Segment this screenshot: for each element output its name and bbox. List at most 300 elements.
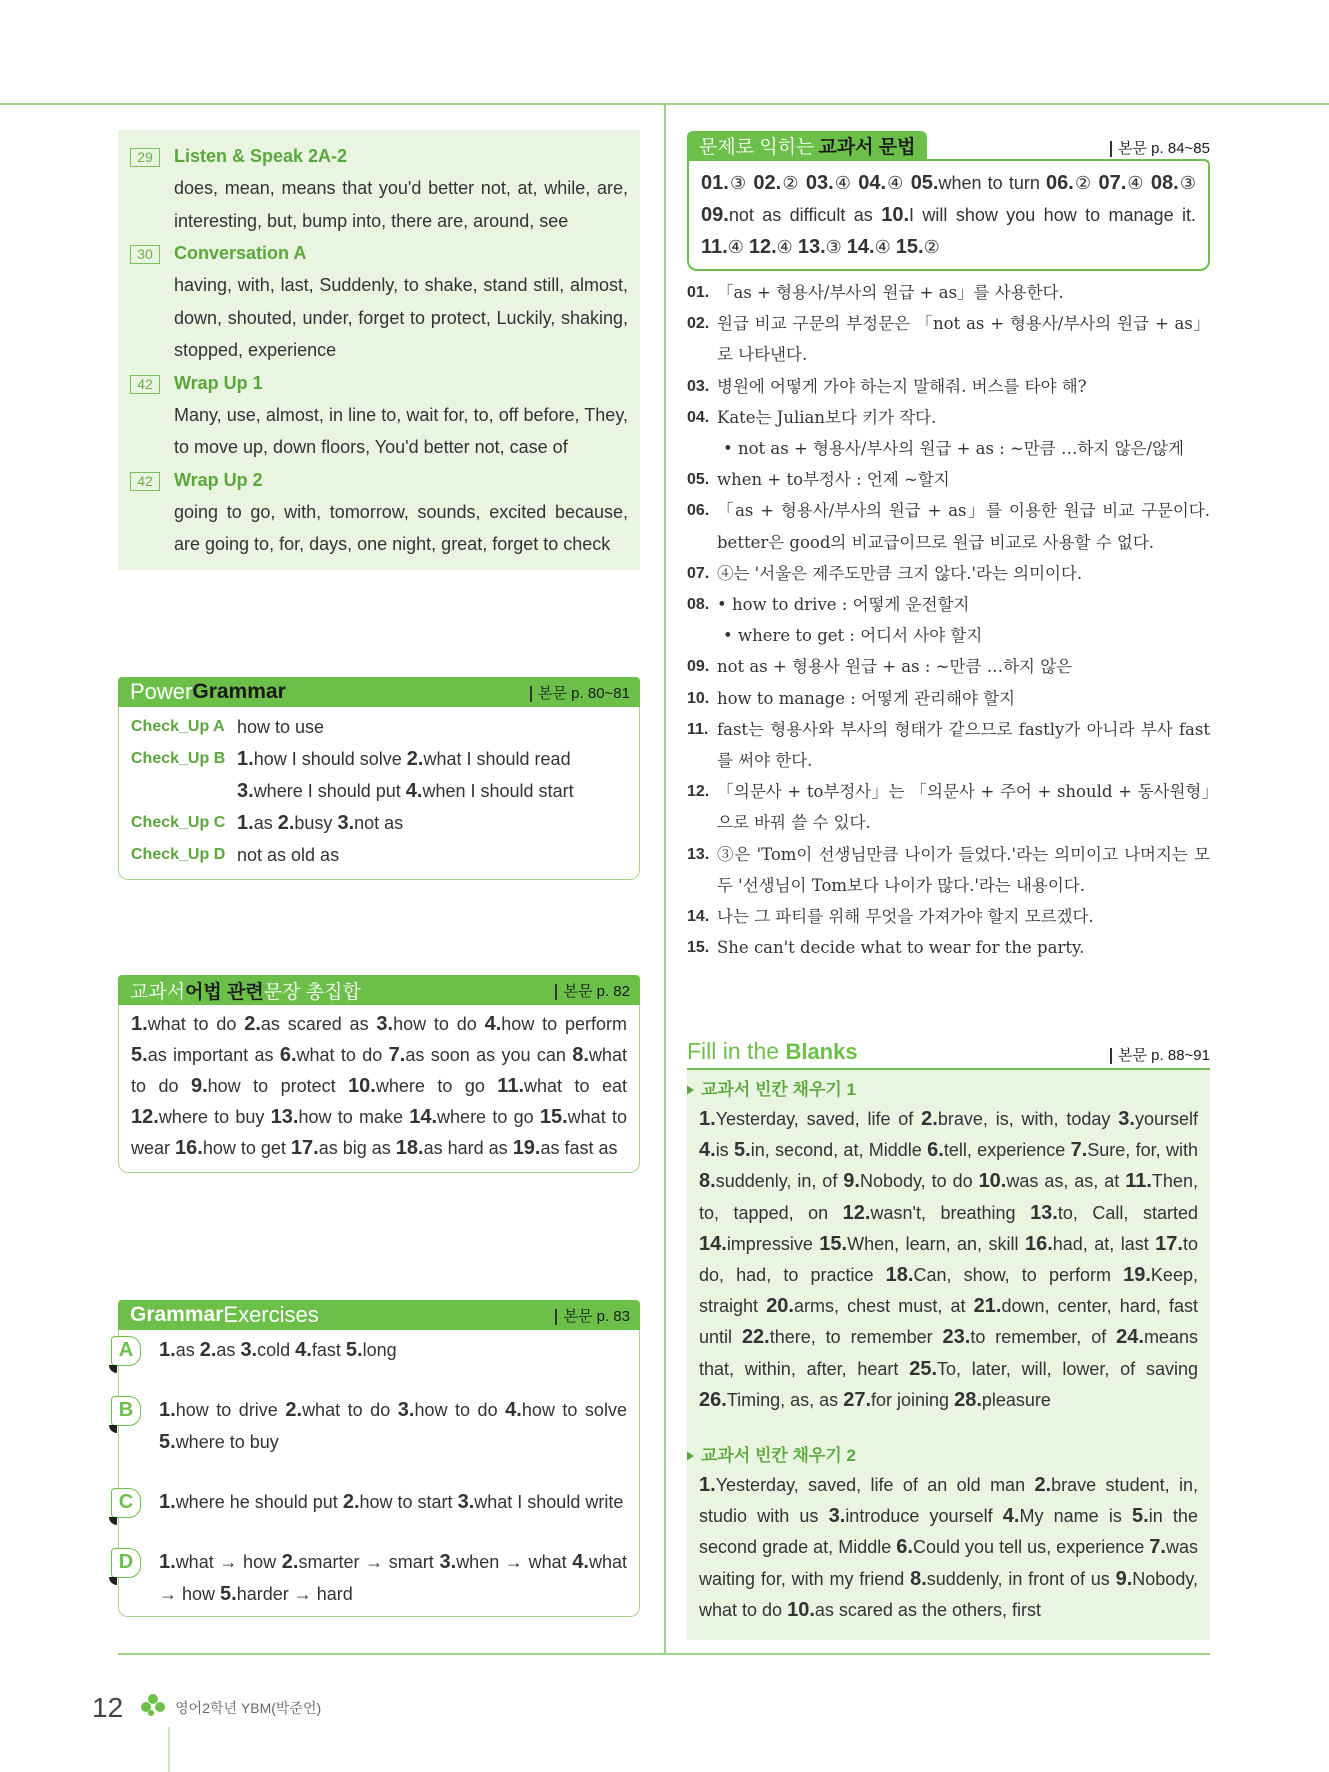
answer-number: 2. — [342, 1491, 360, 1513]
answer-number: 17. — [290, 1137, 319, 1159]
explanation-number — [687, 433, 717, 464]
answer-text: long — [362, 1340, 397, 1360]
explanation-number: 12. — [687, 783, 710, 801]
answer-text: not as old as — [237, 845, 340, 865]
answer-text: there, to remember — [769, 1327, 933, 1348]
answer-text: ④ — [727, 237, 744, 257]
answer-number: 15. — [539, 1106, 568, 1128]
answer-text: what to eat — [524, 1076, 627, 1096]
explanation-row — [687, 839, 1210, 901]
center-divider — [664, 103, 666, 1653]
answer-number: 17. — [1155, 1232, 1183, 1255]
section-answers: going to go, with, tomorrow, sounds, excited because, are going to, for, days, one night, great, forget to check — [174, 501, 628, 554]
answer-number: 13. — [1030, 1201, 1058, 1224]
explanation-text: 나는 그 파티를 위해 무엇을 가져가야 할지 모르겠다. — [717, 907, 1094, 927]
answer-number: 8. — [572, 1044, 589, 1066]
answer-text: introduce yourself — [845, 1506, 993, 1527]
answer-text: what → how — [175, 1552, 277, 1572]
answer-text: how to solve — [521, 1400, 627, 1420]
answer-text: what to wear — [131, 1107, 627, 1158]
answer-text: Sure, for, with — [1087, 1140, 1198, 1161]
answer-text: how to perform — [501, 1014, 627, 1034]
answer-number: 23. — [942, 1326, 971, 1349]
check-up-label: Check_Up C — [131, 814, 226, 831]
answer-text: what to do — [302, 1400, 391, 1420]
answer-text: To, later, will, lower, of saving — [937, 1358, 1198, 1379]
explanation-number: 10. — [687, 689, 710, 707]
answer-number: 02. — [753, 172, 782, 194]
footer-tick — [168, 1727, 170, 1772]
check-up-label — [119, 775, 237, 807]
answer-number: 9. — [843, 1170, 860, 1193]
answer-number: 13. — [270, 1106, 299, 1128]
check-up-answers — [237, 743, 571, 775]
explanation-row — [687, 402, 1210, 433]
answer-number: 18. — [395, 1137, 424, 1159]
answer-number: 3. — [337, 812, 355, 834]
answer-text: what to do — [296, 1045, 383, 1065]
explanation-text: ④는 '서울은 제주도만큼 크지 않다.'라는 의미이다. — [717, 563, 1083, 583]
answer-text: was waiting for, with my friend — [699, 1537, 1198, 1589]
answer-text: not as difficult as — [728, 205, 873, 225]
explanation-number — [687, 620, 717, 651]
explanation-text: 병원에 어떻게 가야 하는지 말해줘. 버스를 타야 해? — [717, 376, 1087, 396]
answer-number: 7. — [1070, 1139, 1088, 1162]
clover-icon — [141, 1694, 165, 1722]
answer-number: 1. — [699, 1474, 716, 1497]
answer-text: as scared as — [260, 1014, 369, 1034]
answer-text: is — [715, 1140, 729, 1161]
power-grammar-page-ref: 본문 p. 80~81 — [530, 682, 630, 703]
answer-text: ③ — [825, 237, 842, 257]
explanation-row — [687, 277, 1210, 308]
fib-subtitle-2: 교과서 빈칸 채우기 2 — [699, 1442, 1198, 1470]
answer-text: Yesterday, saved, life of an old man — [715, 1475, 1026, 1496]
explanation-row — [687, 651, 1210, 682]
answer-number: 10. — [787, 1598, 815, 1621]
answer-text: how to make — [298, 1107, 403, 1127]
answer-number: 25. — [909, 1357, 938, 1380]
answer-number: 1. — [159, 1339, 176, 1361]
answer-text: Keep, straight — [699, 1265, 1198, 1317]
answer-text: ③ — [728, 173, 748, 193]
answer-number: 5. — [159, 1431, 176, 1453]
explanation-number: 03. — [687, 377, 710, 395]
answer-text: to do, had, to practice — [699, 1233, 1198, 1286]
explanation-text: • where to get : 어디서 사야 할지 — [723, 626, 983, 646]
answer-number: 5. — [131, 1044, 148, 1066]
answer-text: what → how — [159, 1552, 627, 1604]
section-title: Wrap Up 2 — [174, 469, 263, 490]
answer-number: 01. — [701, 172, 729, 194]
explanation-number: 02. — [687, 315, 710, 333]
answer-text: Yesterday, saved, life of — [715, 1109, 914, 1129]
page-number: 12 — [92, 1692, 124, 1723]
answer-text: how to do — [414, 1400, 498, 1420]
answer-number: 5. — [734, 1139, 751, 1162]
answer-text: harder → hard — [236, 1584, 353, 1604]
answer-number: 04. — [858, 172, 887, 194]
answer-number: 1. — [159, 1551, 176, 1573]
answer-text: Could you tell us, experience — [912, 1537, 1145, 1558]
jiphap-panel — [118, 975, 640, 1173]
answer-number: 10. — [348, 1075, 376, 1097]
answer-number: 4. — [1002, 1505, 1020, 1528]
answer-text: cold — [257, 1340, 291, 1360]
answer-text: Timing, as, as — [726, 1389, 839, 1410]
answer-text: as scared as the others, first — [814, 1599, 1041, 1620]
answer-text: ② — [1073, 173, 1093, 193]
grammar-exercises-body — [118, 1330, 640, 1617]
power-grammar-title-light: Power — [130, 679, 193, 704]
answer-text: in, second, at, Middle — [750, 1140, 922, 1161]
answer-number: 13. — [797, 236, 826, 258]
answer-number: 20. — [766, 1295, 794, 1318]
answer-text: busy — [294, 813, 333, 833]
answer-number: 14. — [846, 236, 875, 258]
explanation-text: Kate는 Julian보다 키가 작다. — [717, 407, 937, 427]
jiphap-header — [118, 975, 640, 1005]
answer-text: ④ — [1126, 173, 1145, 193]
answer-text: was as, as, at — [1006, 1171, 1120, 1192]
fib-body — [687, 1070, 1210, 1640]
answer-number: 2. — [1034, 1474, 1052, 1497]
explanation-row — [687, 901, 1210, 932]
answer-number: 3. — [828, 1505, 846, 1528]
answer-text: in the second grade at, Middle — [699, 1506, 1198, 1558]
answer-text: where to go — [375, 1076, 485, 1096]
explanation-number: 11. — [687, 720, 709, 738]
exercise-badge: D — [111, 1548, 141, 1578]
answer-number: 9. — [1115, 1567, 1133, 1590]
answer-text: had, at, last — [1052, 1233, 1149, 1254]
answer-text: what to do — [131, 1045, 627, 1096]
answer-text: for joining — [871, 1389, 950, 1410]
answer-text: where to buy — [158, 1107, 265, 1127]
answer-text: what I should read — [423, 749, 571, 769]
answer-text: where to go — [437, 1107, 534, 1127]
bottom-rule — [118, 1653, 1210, 1655]
answer-number: 18. — [885, 1264, 914, 1287]
answer-number: 2. — [277, 812, 295, 834]
answer-number: 21. — [973, 1295, 1002, 1318]
answer-text: what to do — [147, 1014, 237, 1034]
exercise-answers — [131, 1546, 627, 1610]
explanation-number: 06. — [687, 502, 710, 520]
check-up-row — [119, 711, 639, 743]
explanation-row — [687, 558, 1210, 589]
answer-number: 4. — [484, 1013, 502, 1035]
answer-number: 03. — [805, 172, 834, 194]
explanation-row — [687, 495, 1210, 557]
fib-text-2 — [699, 1470, 1198, 1626]
answer-number: 4. — [699, 1139, 716, 1162]
answer-number: 2. — [199, 1339, 217, 1361]
page-number-box: 29 — [130, 148, 160, 167]
answer-number: 11. — [701, 236, 728, 258]
answer-number: 10. — [978, 1170, 1007, 1193]
answer-number: 16. — [175, 1137, 203, 1159]
answer-number: 09. — [701, 204, 729, 226]
answer-text: how to use — [237, 717, 325, 737]
answer-text: arms, chest must, at — [794, 1296, 966, 1317]
explanation-number: 14. — [687, 908, 710, 926]
exercise-group-d — [119, 1546, 639, 1610]
answer-text: suddenly, in front of us — [926, 1568, 1110, 1589]
page-footer — [92, 1692, 321, 1724]
exercise-group-b — [119, 1394, 639, 1458]
answer-number: 1. — [237, 748, 254, 770]
answer-number: 6. — [927, 1139, 944, 1162]
check-up-answers — [237, 807, 403, 839]
answer-text: how to do — [393, 1014, 477, 1034]
munbeop-explanations — [687, 277, 1210, 963]
answer-number: 14. — [409, 1106, 438, 1128]
answer-text: as hard as — [423, 1138, 508, 1158]
answer-text: brave student, in, studio with us — [699, 1475, 1198, 1527]
answer-number: 9. — [190, 1075, 208, 1097]
answer-text: pleasure — [981, 1389, 1051, 1410]
answer-text: to, Call, started — [1057, 1202, 1198, 1223]
power-grammar-title-bold: Grammar — [192, 680, 286, 703]
answer-number: 10. — [881, 204, 910, 226]
check-up-row — [119, 775, 639, 807]
answer-text: down, center, hard, fast until — [699, 1296, 1198, 1348]
answer-number: 05. — [910, 172, 939, 194]
munbeop-answer-box — [687, 159, 1210, 271]
fib-title-light: Fill in the — [687, 1038, 786, 1064]
explanation-number: 15. — [687, 939, 710, 957]
answer-text: wasn't, breathing — [870, 1202, 1016, 1223]
explanation-row — [687, 932, 1210, 963]
answer-text: how to protect — [207, 1076, 336, 1096]
answer-number: 12. — [131, 1106, 159, 1128]
answer-number: 11. — [1125, 1170, 1152, 1193]
explanation-text: not as + 형용사 원급 + as : ~만큼 …하지 않은 — [717, 657, 1073, 677]
answer-text: when to turn — [938, 173, 1040, 193]
answer-number: 7. — [1149, 1536, 1166, 1559]
answer-text: Nobody, to do — [859, 1171, 973, 1192]
munbeop-title-1: 문제로 익히는 — [699, 136, 815, 158]
answer-number: 15. — [895, 236, 924, 258]
answer-number: 19. — [512, 1137, 541, 1159]
fib-subtitle-1: 교과서 빈칸 채우기 1 — [699, 1076, 1198, 1104]
answer-number: 28. — [954, 1388, 982, 1411]
answer-number: 12. — [842, 1201, 871, 1224]
answer-number: 24. — [1116, 1326, 1144, 1349]
explanation-row — [687, 308, 1210, 370]
power-grammar-panel — [118, 677, 640, 880]
explanation-text: when + to부정사 : 언제 ~할지 — [717, 470, 950, 490]
answer-text: how to drive — [175, 1400, 278, 1420]
answer-number: 1. — [237, 812, 254, 834]
explanation-number: 05. — [687, 471, 710, 489]
answer-text: I will show you how to manage it. — [909, 205, 1196, 225]
section-title: Conversation A — [174, 243, 307, 263]
answer-text: what I should write — [474, 1492, 624, 1512]
answer-number: 2. — [921, 1108, 938, 1130]
explanation-text: 원급 비교 구문의 부정문은 「not as + 형용사/부사의 원급 + as」로 나타낸다. — [717, 314, 1210, 365]
answer-text: where to buy — [175, 1432, 279, 1452]
answer-text: ④ — [886, 173, 905, 193]
munbeop-page-ref: 본문 p. 84~85 — [1110, 137, 1210, 158]
exercise-answers — [131, 1334, 627, 1366]
explanation-text: She can't decide what to wear for the party. — [717, 938, 1085, 958]
answer-number: 3. — [240, 1339, 258, 1361]
answer-text: as big as — [318, 1138, 391, 1158]
answer-number: 16. — [1024, 1232, 1053, 1255]
answer-number: 2. — [244, 1013, 261, 1035]
section-answers: does, mean, means that you'd better not, at, while, are, interesting, but, bump into, there are, around, see — [174, 178, 628, 231]
answer-text: when I should start — [422, 781, 574, 801]
answer-number: 8. — [910, 1567, 927, 1590]
listening-section-heading — [118, 140, 640, 172]
munbeop-tab — [687, 131, 927, 159]
section-title: Wrap Up 1 — [174, 372, 263, 393]
check-up-answers — [237, 775, 574, 807]
listening-section-heading — [118, 367, 640, 399]
answer-number: 4. — [572, 1551, 589, 1573]
explanation-number: 01. — [687, 284, 710, 301]
answer-number: 5. — [345, 1339, 363, 1361]
answer-text: how to get — [202, 1138, 286, 1158]
check-up-row — [119, 743, 639, 775]
answer-text: not as — [354, 813, 404, 833]
answer-text: ② — [923, 237, 940, 257]
answer-number: 26. — [699, 1388, 727, 1411]
listening-list — [118, 130, 640, 561]
section-answers: Many, use, almost, in line to, wait for, to, off before, They, to move up, down floors, You'd better not, case of — [174, 404, 628, 457]
answer-number: 14. — [699, 1232, 727, 1255]
power-grammar-body — [118, 707, 640, 880]
check-up-answers — [237, 711, 324, 743]
answer-number: 2. — [285, 1399, 303, 1421]
answer-text: ③ — [1178, 173, 1196, 193]
grammar-exercises-title-light: Exercises — [223, 1302, 319, 1327]
answer-number: 5. — [220, 1583, 237, 1605]
answer-number: 6. — [279, 1044, 297, 1066]
explanation-number: 13. — [687, 845, 710, 863]
explanation-text: fast는 형용사와 부사의 형태가 같으므로 fastly가 아니라 부사 fast를 써야 한다. — [717, 719, 1210, 771]
answer-number: 3. — [237, 780, 254, 802]
answer-text: when → what — [456, 1552, 567, 1572]
answer-number: 12. — [748, 236, 777, 258]
jiphap-title-3: 문장 총집합 — [263, 981, 361, 1003]
section-answers: having, with, last, Suddenly, to shake, stand still, almost, down, shouted, under, forget to protect, Luckily, shaking, stopped, experience — [174, 275, 628, 360]
explanation-text: • not as + 형용사/부사의 원급 + as : ~만큼 …하지 않은/않게 — [723, 439, 1184, 459]
grammar-exercises-header — [118, 1300, 640, 1330]
answer-text: fast — [311, 1340, 341, 1360]
check-up-answers — [237, 839, 339, 871]
jiphap-title-2: 어법 관련 — [185, 981, 264, 1003]
exercise-group-a — [119, 1334, 639, 1366]
jiphap-title-1: 교과서 — [130, 981, 186, 1003]
answer-text: yourself — [1134, 1109, 1198, 1129]
answer-number: 8. — [699, 1170, 716, 1193]
answer-number: 6. — [896, 1536, 913, 1559]
fib-text-1 — [699, 1104, 1198, 1416]
answer-number: 11. — [497, 1075, 524, 1097]
check-up-label: Check_Up B — [131, 750, 226, 767]
answer-text: smarter → smart — [298, 1552, 434, 1572]
fib-title-bold: Blanks — [785, 1039, 858, 1064]
exercise-badge: C — [111, 1488, 141, 1518]
answer-number: 7. — [388, 1044, 406, 1066]
explanation-text: 「as + 형용사/부사의 원급 + as」를 이용한 원급 비교 구문이다. better은 good의 비교급이므로 원급 비교로 사용할 수 없다. — [717, 501, 1210, 552]
answer-number: 07. — [1098, 172, 1127, 194]
fib-header — [687, 1038, 1210, 1070]
explanation-row — [687, 464, 1210, 495]
jiphap-body — [118, 1005, 640, 1173]
exercise-answers — [131, 1486, 627, 1518]
check-up-row — [119, 839, 639, 871]
page-number-box: 42 — [130, 375, 160, 394]
check-up-label: Check_Up D — [131, 846, 226, 863]
answer-number: 3. — [376, 1013, 394, 1035]
explanation-number: 04. — [687, 408, 710, 426]
munbeop-section — [687, 131, 1210, 963]
answer-number: 27. — [843, 1388, 872, 1411]
explanation-text: 「as + 형용사/부사의 원급 + as」를 사용한다. — [717, 283, 1064, 302]
answer-text: how I should solve — [253, 749, 402, 769]
answer-text: as — [175, 1340, 195, 1360]
explanation-number: 09. — [687, 658, 710, 676]
answer-text: means that, within, after, heart — [699, 1327, 1198, 1379]
answer-number: 4. — [405, 780, 423, 802]
explanation-row — [687, 433, 1210, 464]
fib-page-ref: 본문 p. 88~91 — [1110, 1044, 1210, 1065]
answer-text: ④ — [833, 173, 853, 193]
exercise-group-c — [119, 1486, 639, 1518]
grammar-exercises-title-bold: Grammar — [130, 1303, 224, 1326]
exercise-answers — [131, 1394, 627, 1458]
answer-text: Nobody, what to do — [699, 1568, 1198, 1620]
check-up-label: Check_Up A — [131, 718, 225, 735]
munbeop-header — [687, 131, 1210, 159]
answer-text: impressive — [726, 1233, 813, 1254]
explanation-number: 08. — [687, 596, 710, 614]
section-title: Listen & Speak 2A-2 — [174, 146, 348, 166]
explanation-text: • how to drive : 어떻게 운전할지 — [717, 595, 970, 615]
answer-number: 19. — [1123, 1264, 1151, 1287]
explanation-row — [687, 589, 1210, 620]
jiphap-page-ref: 본문 p. 82 — [555, 980, 630, 1001]
answer-text: as soon as you can — [405, 1045, 566, 1065]
explanation-row — [687, 776, 1210, 838]
grammar-exercises-panel — [118, 1300, 640, 1617]
grammar-exercises-page-ref: 본문 p. 83 — [555, 1305, 630, 1326]
answer-text: how to start — [359, 1492, 453, 1512]
answer-number: 22. — [741, 1326, 770, 1349]
check-up-row — [119, 807, 639, 839]
explanation-row — [687, 371, 1210, 402]
answer-text: brave, is, with, today — [937, 1109, 1111, 1129]
answer-number: 3. — [397, 1399, 415, 1421]
answer-text: tell, experience — [943, 1140, 1066, 1161]
answer-text: Then, to, tapped, on — [699, 1171, 1198, 1223]
explanation-text: ③은 'Tom이 선생님만큼 나이가 들었다.'라는 의미이고 나머지는 모두 '선생님이 Tom보다 나이가 많다.'라는 내용이다. — [717, 844, 1210, 895]
answer-text: ② — [781, 173, 800, 193]
answer-text: as fast as — [540, 1138, 618, 1158]
answer-number: 5. — [1132, 1505, 1149, 1528]
explanation-text: how to manage : 어떻게 관리해야 할지 — [717, 688, 1016, 708]
answer-text: Can, show, to perform — [913, 1265, 1111, 1286]
answer-text: as — [216, 1340, 236, 1360]
answer-number: 08. — [1150, 172, 1179, 194]
answer-number: 3. — [457, 1491, 475, 1513]
answer-text: as — [253, 813, 273, 833]
exercise-badge: B — [111, 1396, 141, 1426]
